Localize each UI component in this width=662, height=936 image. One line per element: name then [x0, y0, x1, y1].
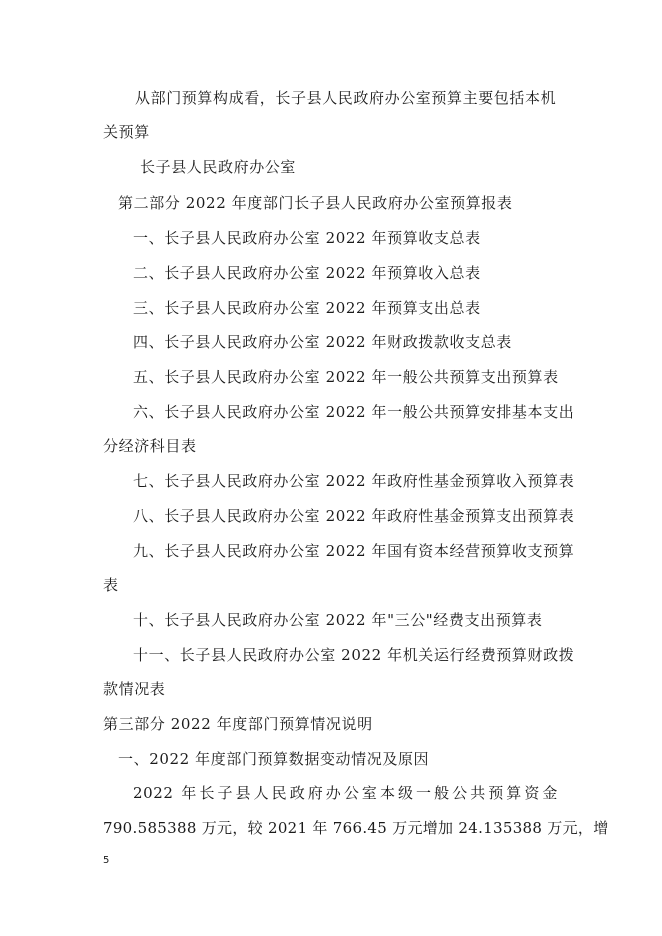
- table-item-3: 三、长子县人民政府办公室 2022 年预算支出总表: [133, 299, 481, 317]
- body-line-1: 2022 年长子县人民政府办公室本级一般公共预算资金: [133, 784, 558, 802]
- table-item-5: 五、长子县人民政府办公室 2022 年一般公共预算支出预算表: [133, 368, 559, 386]
- table-item-1: 一、长子县人民政府办公室 2022 年预算收支总表: [133, 229, 481, 247]
- intro-line-1: 从部门预算构成看，长子县人民政府办公室预算主要包括本机: [135, 89, 557, 107]
- table-item-9-cont: 表: [103, 576, 119, 594]
- part3-sub1: 一、2022 年度部门预算数据变动情况及原因: [118, 750, 430, 768]
- table-item-4: 四、长子县人民政府办公室 2022 年财政拨款收支总表: [133, 333, 512, 351]
- body-line-2: 790.585388 万元，较 2021 年 766.45 万元增加 24.135388 万元，增: [103, 819, 609, 837]
- table-item-10: 十、长子县人民政府办公室 2022 年"三公"经费支出预算表: [133, 611, 543, 629]
- table-item-11: 十一、长子县人民政府办公室 2022 年机关运行经费预算财政拨: [133, 646, 575, 664]
- table-item-6-cont: 分经济科目表: [103, 437, 197, 455]
- intro-line-2: 关预算: [103, 123, 150, 141]
- table-item-7: 七、长子县人民政府办公室 2022 年政府性基金预算收入预算表: [133, 472, 575, 490]
- unit-name: 长子县人民政府办公室: [140, 158, 297, 176]
- table-item-2: 二、长子县人民政府办公室 2022 年预算收入总表: [133, 264, 481, 282]
- part3-heading: 第三部分 2022 年度部门预算情况说明: [103, 715, 373, 733]
- table-item-8: 八、长子县人民政府办公室 2022 年政府性基金预算支出预算表: [133, 507, 575, 525]
- part2-heading: 第二部分 2022 年度部门长子县人民政府办公室预算报表: [118, 194, 513, 212]
- table-item-9: 九、长子县人民政府办公室 2022 年国有资本经营预算收支预算: [133, 542, 575, 560]
- table-item-11-cont: 款情况表: [103, 680, 166, 698]
- table-item-6: 六、长子县人民政府办公室 2022 年一般公共预算安排基本支出: [133, 403, 575, 421]
- page-number: 5: [103, 855, 110, 866]
